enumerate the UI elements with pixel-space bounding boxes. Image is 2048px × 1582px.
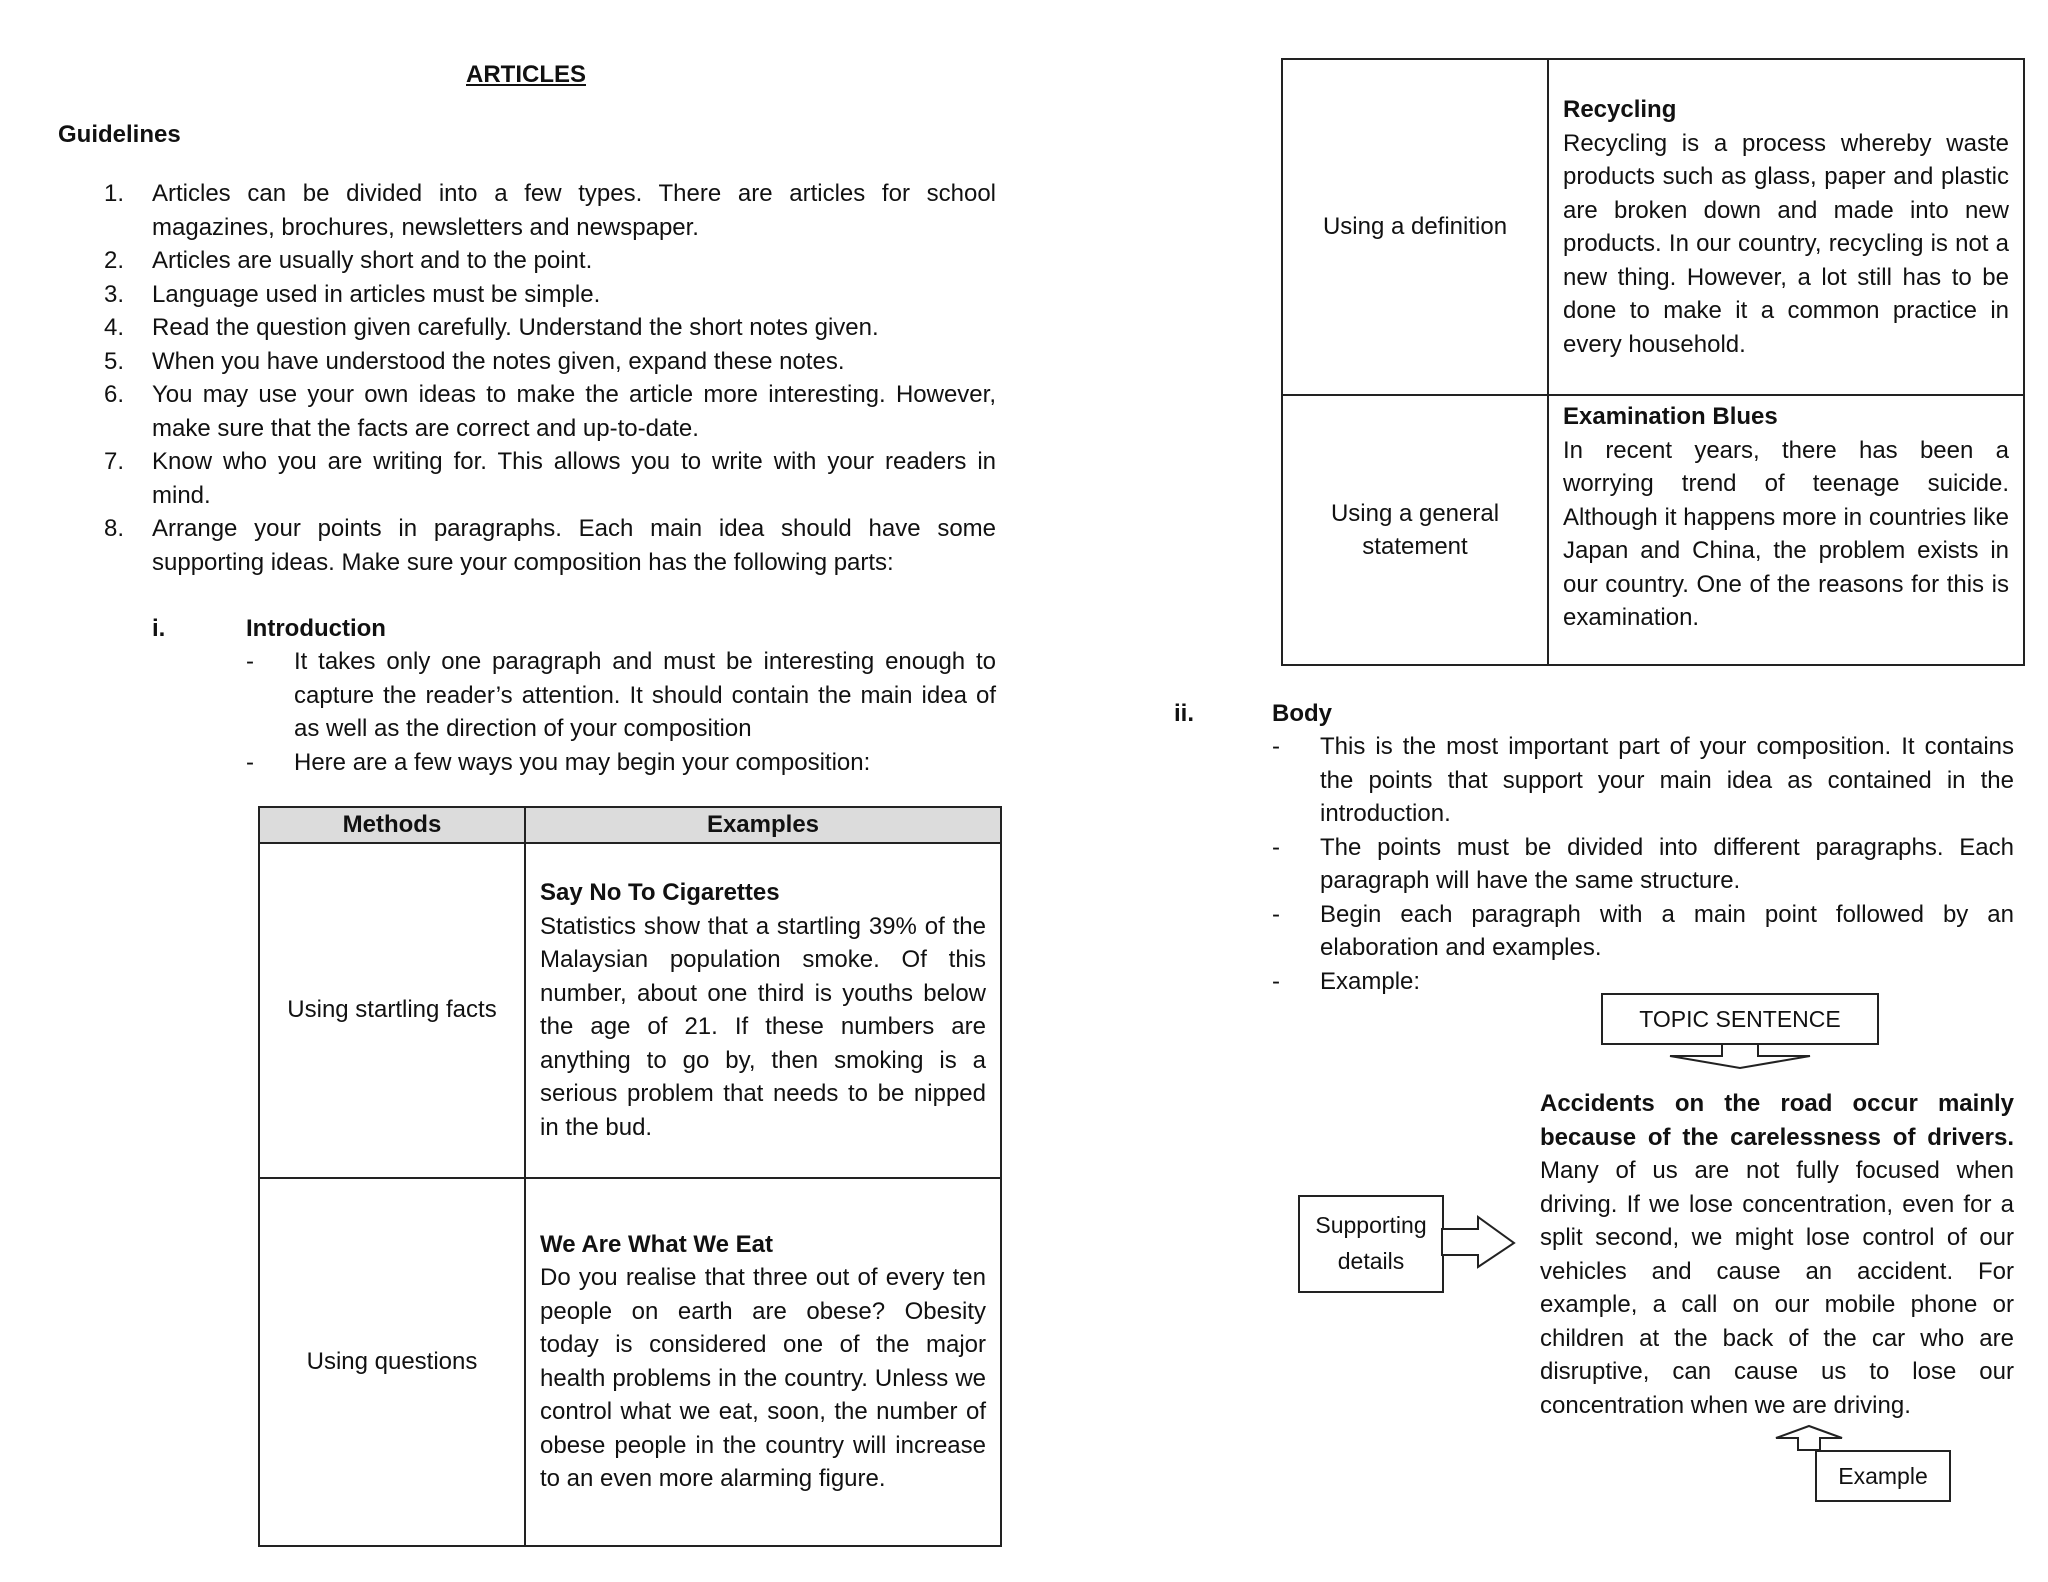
page-title: ARTICLES bbox=[466, 61, 586, 88]
table-header-row bbox=[259, 807, 1001, 843]
body-point: - This is the most important part of your composition. It contains the points that support your main idea as contained in the introduction. bbox=[1272, 733, 2014, 827]
supporting-label-line2: details bbox=[1337, 1248, 1405, 1274]
example-text: Do you realise that three out of every ten people on earth are obese? Obesity today is considered one of the major health problems in the country. Unless we control what we eat, soon, the number of obese people in the country will increase to an even more alarming figure. bbox=[540, 1264, 986, 1492]
column-header-methods: Methods bbox=[259, 807, 525, 843]
guideline-item bbox=[104, 244, 996, 278]
down-arrow-icon bbox=[1670, 1044, 1810, 1070]
guideline-item bbox=[104, 345, 996, 379]
topic-sentence-box: TOPIC SENTENCE bbox=[1601, 993, 1879, 1045]
method-cell: Using a definition bbox=[1282, 59, 1548, 395]
intro-numeral: i. bbox=[152, 615, 166, 642]
item-number: 3. bbox=[104, 280, 125, 308]
topic-sentence-text: Accidents on the road occur mainly because of the carelessness of drivers. bbox=[1540, 1090, 2014, 1151]
up-arrow-icon bbox=[1774, 1424, 1844, 1452]
example-cell bbox=[1548, 59, 2024, 395]
method-cell: Using startling facts bbox=[259, 843, 525, 1178]
intro-point: - It takes only one paragraph and must be interesting enough to capture the reader’s attention. It should contain the main idea of as well as the direction of your composition bbox=[246, 648, 996, 742]
item-number: 8. bbox=[104, 515, 125, 542]
item-text: Articles are usually short and to the point. bbox=[152, 247, 593, 274]
point-text: Example: bbox=[1320, 967, 1421, 995]
guideline-item bbox=[104, 378, 996, 445]
table-row bbox=[259, 1178, 1001, 1546]
body-point: - The points must be divided into different paragraphs. Each paragraph will have the same structure. bbox=[1272, 833, 2014, 894]
item-text: When you have understood the notes given, expand these notes. bbox=[152, 347, 845, 375]
item-text: Know who you are writing for. This allows you to write with your readers in mind. bbox=[152, 448, 996, 509]
right-arrow-icon bbox=[1442, 1217, 1520, 1269]
item-text: Arrange your points in paragraphs. Each main idea should have some supporting ideas. Make sure your composition has the following parts: bbox=[152, 515, 996, 576]
guidelines-list bbox=[104, 177, 996, 579]
point-text: This is the most important part of your composition. It contains the points that support your main idea as contained in the introduction. bbox=[1320, 733, 2014, 827]
example-title: Examination Blues bbox=[1563, 403, 1778, 430]
item-text: Read the question given carefully. Understand the short notes given. bbox=[152, 314, 879, 341]
example-paragraph bbox=[1540, 1087, 2014, 1422]
body-points bbox=[1272, 730, 2014, 998]
table-row bbox=[1282, 59, 2024, 395]
item-number: 2. bbox=[104, 247, 125, 274]
guideline-item bbox=[104, 512, 996, 579]
item-number: 5. bbox=[104, 347, 125, 375]
example-text: Recycling is a process whereby waste products such as glass, paper and plastic are broken down and made into new products. In our country, recycling is not a new thing. However, a lot still has to be done to make it a common practice in every household. bbox=[1563, 129, 2009, 358]
example-cell bbox=[1548, 395, 2024, 665]
body-point: - Example: bbox=[1272, 967, 1421, 995]
methods-table-continued bbox=[1281, 58, 2025, 666]
body-numeral: ii. bbox=[1174, 700, 1195, 727]
table-row bbox=[259, 843, 1001, 1178]
column-header-examples: Examples bbox=[525, 807, 1001, 843]
method-cell: Using questions bbox=[259, 1178, 525, 1546]
supporting-label-line1: Supporting bbox=[1315, 1212, 1427, 1238]
supporting-details-box bbox=[1298, 1195, 1444, 1293]
guideline-item bbox=[104, 177, 996, 244]
item-number: 7. bbox=[104, 448, 125, 475]
intro-heading: Introduction bbox=[246, 615, 386, 642]
point-text: The points must be divided into different paragraphs. Each paragraph will have the same structure. bbox=[1320, 833, 2014, 894]
example-box: Example bbox=[1815, 1450, 1951, 1502]
example-text: In recent years, there has been a worrying trend of teenage suicide. Although it happens more in countries like Japan and China, the problem exists in our country. One of the reasons for this is examination. bbox=[1563, 436, 2009, 631]
guideline-item bbox=[104, 278, 996, 312]
item-number: 1. bbox=[104, 180, 125, 207]
body-point: - Begin each paragraph with a main point followed by an elaboration and examples. bbox=[1272, 900, 2014, 961]
example-cell bbox=[525, 843, 1001, 1178]
method-cell: Using a general statement bbox=[1282, 395, 1548, 665]
example-title: Recycling bbox=[1563, 96, 1677, 123]
example-title: We Are What We Eat bbox=[540, 1230, 773, 1258]
example-cell bbox=[525, 1178, 1001, 1546]
example-title: Say No To Cigarettes bbox=[540, 879, 780, 906]
item-text: Language used in articles must be simple. bbox=[152, 280, 601, 308]
guidelines-heading: Guidelines bbox=[58, 121, 181, 148]
point-text: Begin each paragraph with a main point followed by an elaboration and examples. bbox=[1320, 900, 2014, 961]
item-number: 6. bbox=[104, 381, 125, 408]
example-text: Statistics show that a startling 39% of the Malaysian population smoke. Of this number, about one third is youths below the age of 21. If these numbers are anything to go by, then smoking is a serious problem that needs to be nipped in the bud. bbox=[540, 912, 986, 1141]
point-text: Here are a few ways you may begin your composition: bbox=[294, 748, 871, 776]
intro-point: - Here are a few ways you may begin your composition: bbox=[246, 748, 871, 776]
item-text: Articles can be divided into a few types. There are articles for school magazines, brochures, newsletters and newspaper. bbox=[152, 180, 996, 241]
body-heading: Body bbox=[1272, 700, 1332, 727]
intro-points bbox=[246, 645, 996, 779]
guideline-item bbox=[104, 445, 996, 512]
item-text: You may use your own ideas to make the article more interesting. However, make sure that the facts are correct and up-to-date. bbox=[152, 381, 996, 442]
methods-table bbox=[258, 806, 1002, 1547]
point-text: It takes only one paragraph and must be interesting enough to capture the reader’s attention. It should contain the main idea of as well as the direction of your composition bbox=[294, 648, 996, 742]
guideline-item bbox=[104, 311, 996, 345]
item-number: 4. bbox=[104, 314, 125, 341]
paragraph-text: Many of us are not fully focused when driving. If we lose concentration, even for a split second, we might lose control of our vehicles and cause an accident. For example, a call on our mobile phone or children at the back of the car who are disruptive, can cause us to lose our concentration when we are driving. bbox=[1540, 1157, 2014, 1419]
table-row bbox=[1282, 395, 2024, 665]
